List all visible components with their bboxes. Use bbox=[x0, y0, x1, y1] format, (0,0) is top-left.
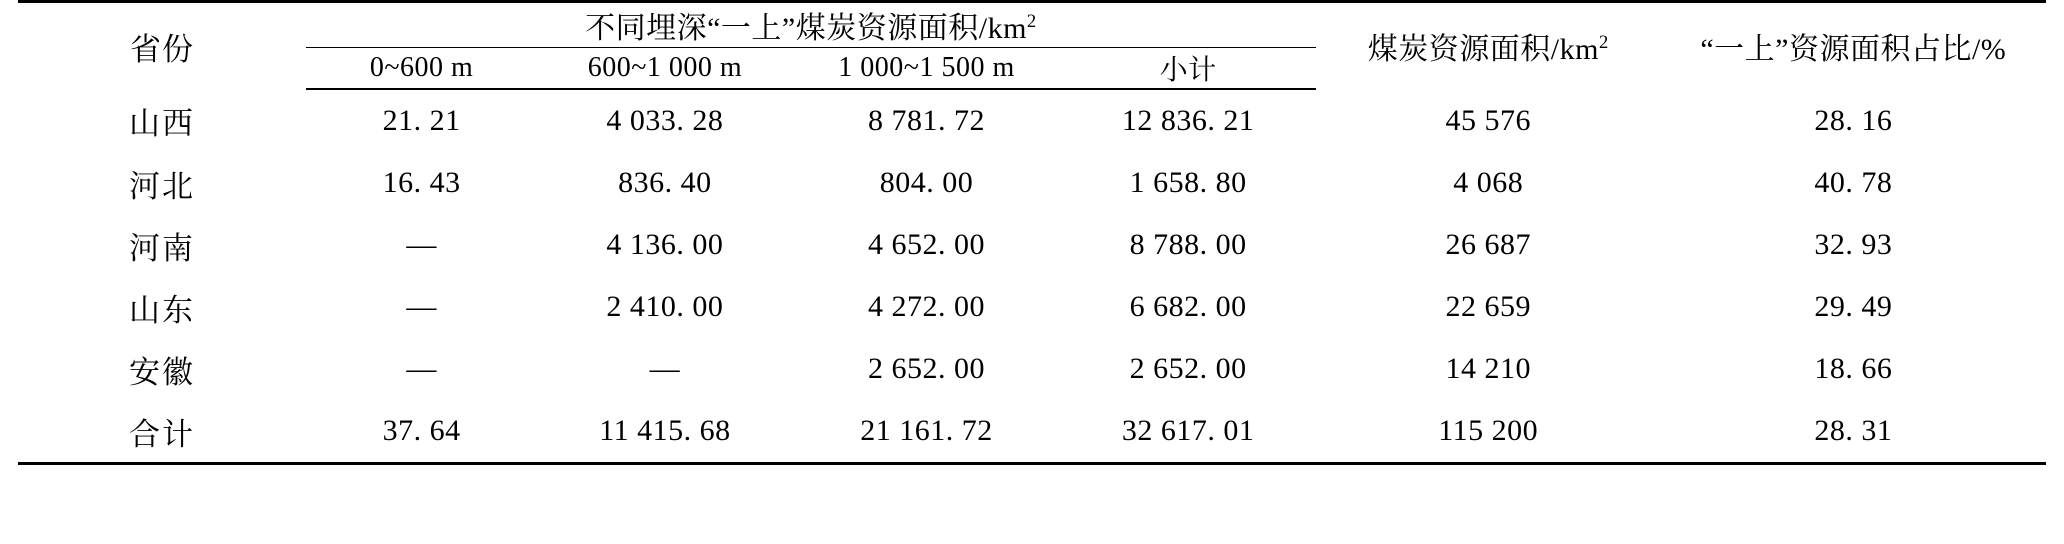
cell-ratio: 29. 49 bbox=[1814, 290, 1893, 323]
cell-depth-0-600: 16. 43 bbox=[382, 166, 461, 199]
cell-depth-600-1000: 4 033. 28 bbox=[606, 104, 724, 137]
header-row-top bbox=[18, 2, 2046, 48]
cell-coal-area: 115 200 bbox=[1316, 400, 1661, 464]
cell-coal-area: 4 068 bbox=[1453, 166, 1524, 199]
cell-subtotal: 32 617. 01 bbox=[1060, 400, 1316, 464]
header-depth-600-1000: 600~1 000 m bbox=[537, 48, 793, 90]
cell-coal-area: 14 210 bbox=[1445, 352, 1531, 385]
cell-ratio: 18. 66 bbox=[1814, 352, 1893, 385]
header-province: 省份 bbox=[18, 2, 306, 90]
header-group-depth-sup: 2 bbox=[1026, 11, 1037, 32]
table-row bbox=[18, 89, 2046, 152]
table-header bbox=[18, 2, 2046, 90]
cell-coal-area: 26 687 bbox=[1445, 228, 1531, 261]
table-row bbox=[18, 152, 2046, 214]
cell-province: 合计 bbox=[18, 400, 306, 464]
header-coal-area-label: 煤炭资源面积/km bbox=[1367, 33, 1599, 66]
table-body bbox=[18, 89, 2046, 464]
table-row-total bbox=[18, 400, 2046, 464]
cell-depth-600-1000: — bbox=[649, 352, 681, 385]
cell-depth-0-600: 21. 21 bbox=[382, 104, 461, 137]
cell-province: 山西 bbox=[128, 106, 195, 141]
cell-province: 河南 bbox=[128, 230, 195, 266]
cell-subtotal: 6 682. 00 bbox=[1129, 290, 1247, 323]
header-subtotal: 小计 bbox=[1060, 48, 1316, 90]
cell-depth-1000-1500: 4 652. 00 bbox=[868, 228, 986, 261]
cell-subtotal: 8 788. 00 bbox=[1129, 228, 1247, 261]
cell-depth-600-1000: 11 415. 68 bbox=[537, 400, 793, 464]
cell-province: 山东 bbox=[128, 292, 195, 328]
table-row bbox=[18, 214, 2046, 276]
cell-ratio: 32. 93 bbox=[1814, 228, 1893, 261]
table-row bbox=[18, 338, 2046, 400]
cell-ratio: 28. 16 bbox=[1814, 103, 1893, 137]
cell-depth-1000-1500: 804. 00 bbox=[879, 166, 974, 199]
header-depth-0-600: 0~600 m bbox=[306, 48, 537, 90]
cell-coal-area: 22 659 bbox=[1445, 290, 1531, 323]
header-coal-area-sup: 2 bbox=[1598, 32, 1609, 53]
cell-ratio: 28. 31 bbox=[1661, 400, 2046, 464]
cell-depth-1000-1500: 4 272. 00 bbox=[868, 290, 986, 323]
header-group-depth-label: 不同埋深“一上”煤炭资源面积/km bbox=[585, 12, 1027, 45]
cell-depth-0-600: 37. 64 bbox=[306, 400, 537, 464]
cell-ratio: 40. 78 bbox=[1814, 166, 1893, 199]
header-ratio: “一上”资源面积占比/% bbox=[1661, 2, 2046, 90]
header-coal-area bbox=[1316, 2, 1661, 90]
cell-depth-600-1000: 2 410. 00 bbox=[606, 290, 724, 323]
cell-province: 河北 bbox=[128, 168, 195, 204]
header-depth-1000-1500: 1 000~1 500 m bbox=[793, 48, 1061, 90]
cell-subtotal: 12 836. 21 bbox=[1121, 104, 1255, 137]
cell-depth-600-1000: 836. 40 bbox=[618, 166, 712, 199]
cell-depth-600-1000: 4 136. 00 bbox=[606, 228, 724, 261]
coal-resource-table bbox=[18, 0, 2046, 465]
cell-depth-0-600: — bbox=[406, 290, 437, 323]
cell-depth-1000-1500: 8 781. 72 bbox=[868, 104, 986, 137]
cell-subtotal: 2 652. 00 bbox=[1129, 352, 1247, 385]
table-row bbox=[18, 276, 2046, 338]
cell-coal-area: 45 576 bbox=[1445, 103, 1531, 137]
cell-depth-0-600: — bbox=[406, 352, 437, 385]
cell-subtotal: 1 658. 80 bbox=[1129, 166, 1247, 199]
header-group-depth bbox=[306, 2, 1316, 48]
cell-depth-0-600: — bbox=[406, 228, 437, 261]
cell-province: 安徽 bbox=[128, 354, 195, 390]
cell-depth-1000-1500: 2 652. 00 bbox=[868, 352, 986, 385]
cell-depth-1000-1500: 21 161. 72 bbox=[793, 400, 1061, 464]
